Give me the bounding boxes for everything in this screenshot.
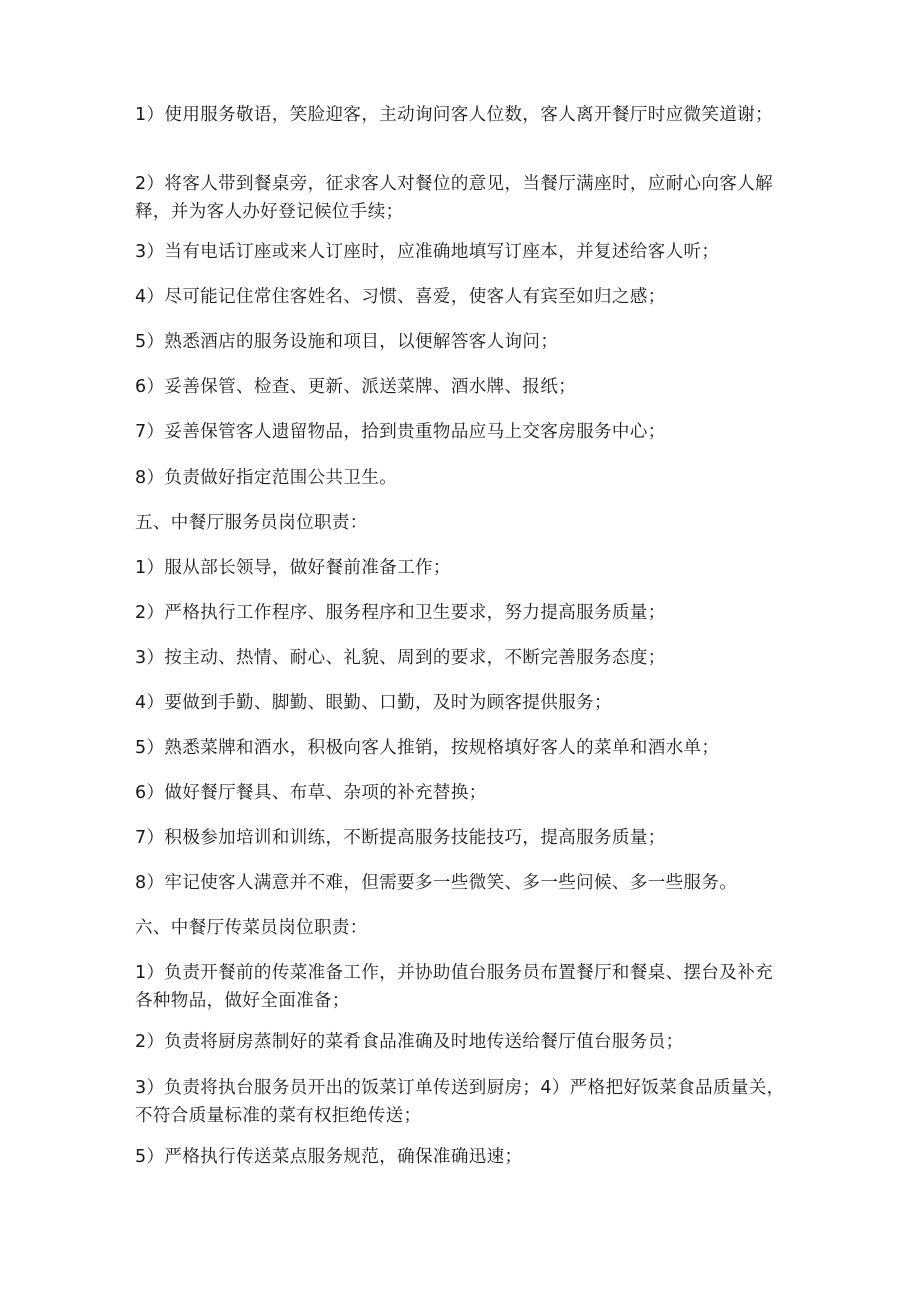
section-heading-waiter-duties: 五、中餐厅服务员岗位职责： [135, 513, 368, 533]
paragraph-lost-items: 7）妥善保管客人遗留物品，拾到贵重物品应马上交客房服务中心； [135, 422, 666, 442]
paragraph-service-attitude: 3）按主动、热情、耐心、礼貌、周到的要求，不断完善服务态度； [135, 648, 666, 668]
paragraph-seating-guests: 2）将客人带到餐桌旁，征求客人对餐位的意见，当餐厅满座时，应耐心向客人解释，并为客人办好登记候位手续； [135, 174, 774, 222]
paragraph-diligence: 4）要做到手勤、脚勤、眼勤、口勤，及时为顾客提供服务； [135, 693, 612, 713]
paragraph-deliver-dishes: 2）负责将厨房蒸制好的菜肴食品准确及时地传送给餐厅值台服务员； [135, 1032, 684, 1052]
paragraph-tableware: 6）做好餐厅餐具、布草、杂项的补充替换； [135, 783, 487, 803]
section-heading-runner-duties: 六、中餐厅传菜员岗位职责： [135, 918, 368, 938]
paragraph-menu-care: 6）妥善保管、检查、更新、派送菜牌、酒水牌、报纸； [135, 377, 577, 397]
paragraph-training: 7）积极参加培训和训练，不断提高服务技能技巧，提高服务质量； [135, 828, 666, 848]
paragraph-remember-guests: 4）尽可能记住常住客姓名、习惯、喜爱，使客人有宾至如归之感； [135, 287, 666, 307]
paragraph-guest-satisfaction: 8）牢记使客人满意并不难，但需要多一些微笑、多一些问候、多一些服务。 [135, 873, 738, 893]
paragraph-obey-supervisor: 1）服从部长领导，做好餐前准备工作； [135, 558, 451, 578]
paragraph-delivery-standards: 5）严格执行传送菜点服务规范，确保准确迅速； [135, 1147, 523, 1167]
paragraph-greeting-guests: 1）使用服务敬语，笑脸迎客，主动询问客人位数，客人离开餐厅时应微笑道谢； [135, 105, 774, 125]
paragraph-menu-sales: 5）熟悉菜牌和酒水，积极向客人推销，按规格填好客人的菜单和酒水单； [135, 738, 720, 758]
paragraph-pre-meal-prep: 1）负责开餐前的传菜准备工作，并协助值台服务员布置餐厅和餐桌、摆台及补充各种物品，做好全面准备； [135, 963, 774, 1011]
paragraph-hotel-facilities: 5）熟悉酒店的服务设施和项目，以便解答客人询问； [135, 332, 559, 352]
paragraph-procedures: 2）严格执行工作程序、服务程序和卫生要求，努力提高服务质量； [135, 603, 666, 623]
paragraph-reservations: 3）当有电话订座或来人订座时，应准确地填写订座本，并复述给客人听； [135, 242, 720, 262]
paragraph-orders-quality: 3）负责将执台服务员开出的饭菜订单传送到厨房；4）严格把好饭菜食品质量关，不符合质量标准的菜有权拒绝传送； [135, 1078, 785, 1126]
paragraph-hygiene: 8）负责做好指定范围公共卫生。 [135, 468, 398, 488]
